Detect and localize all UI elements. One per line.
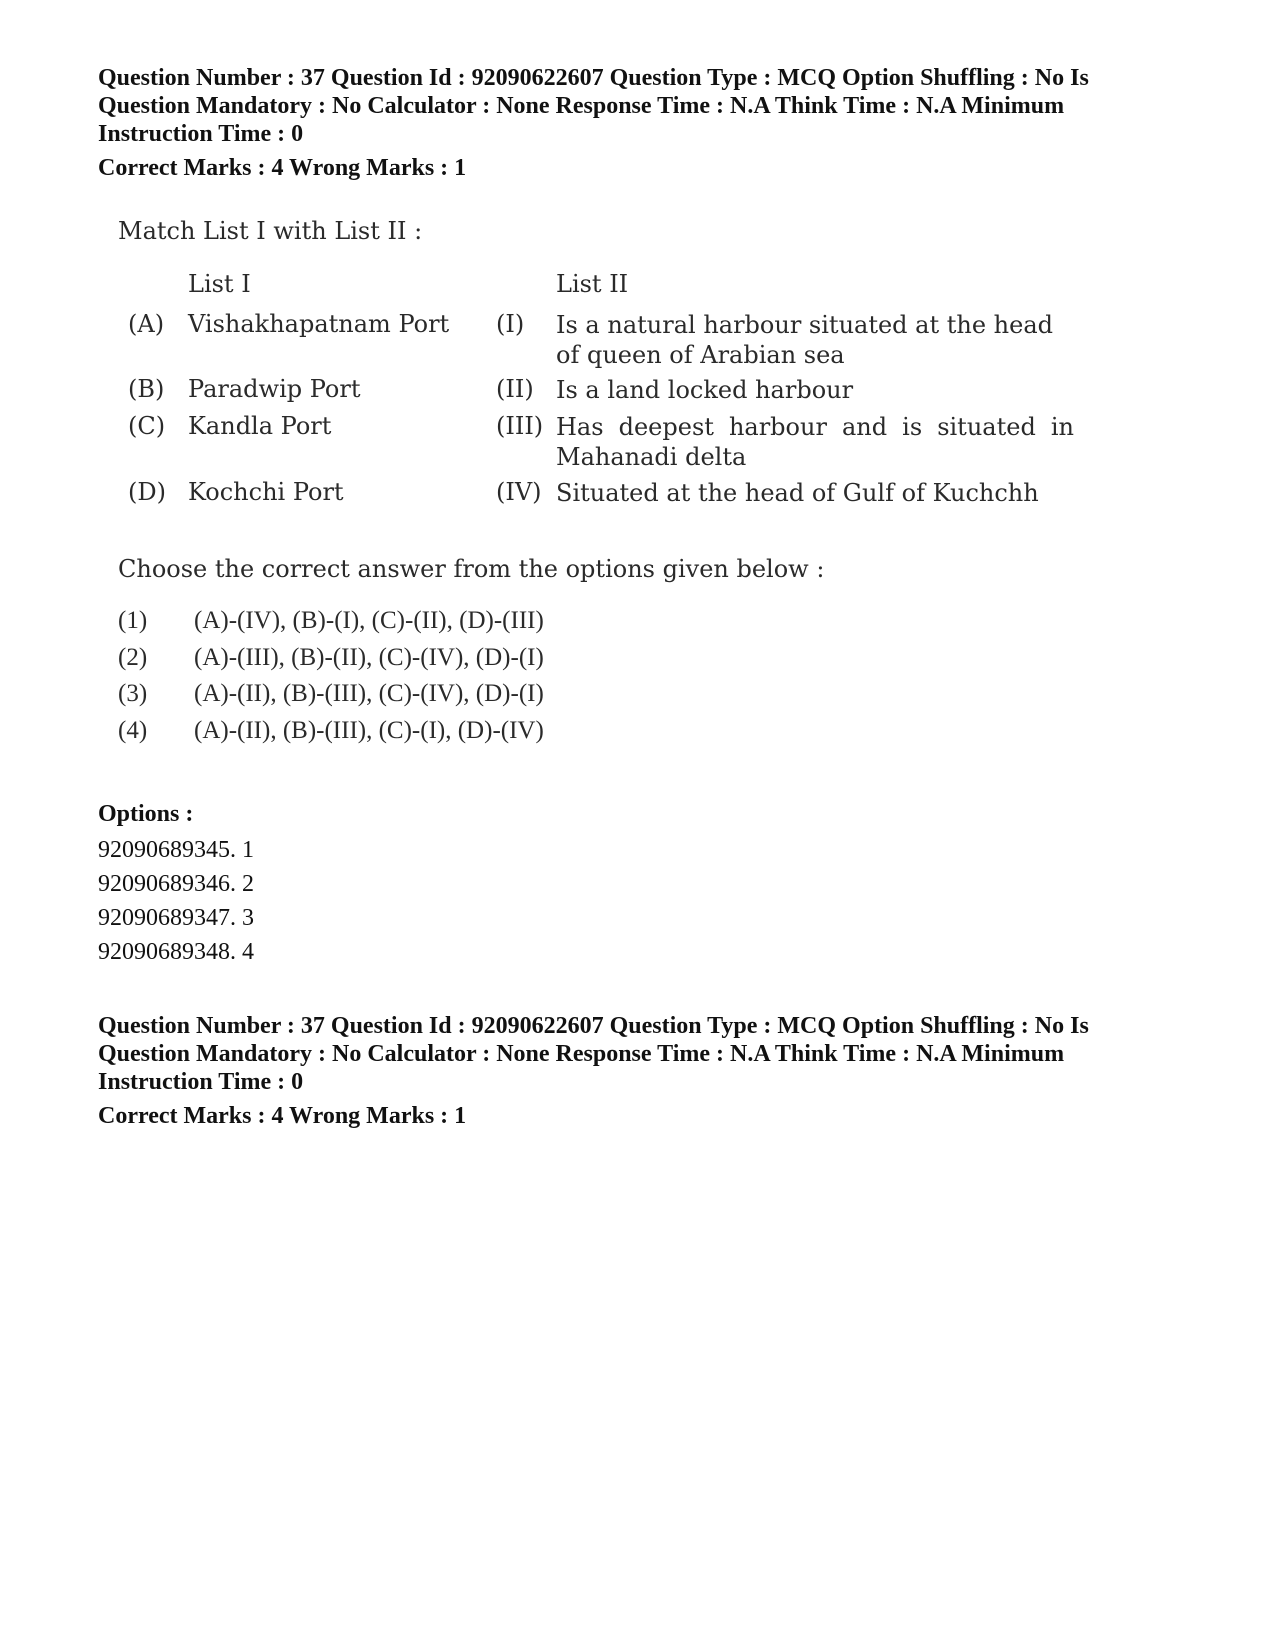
row-description: Has deepest harbour and is situated in Mahanadi delta: [556, 413, 1074, 471]
answer-number: (3): [118, 680, 148, 707]
choose-instruction: Choose the correct answer from the options given below :: [118, 555, 825, 583]
question-header-bottom: [98, 1012, 1198, 1130]
option-item: 92090689347. 3: [98, 905, 254, 931]
marks-line: Correct Marks : 4 Wrong Marks : 1: [98, 1103, 467, 1129]
header-line-1: Question Number : 37 Question Id : 92090622607 Question Type : MCQ Option Shuffling : No Is: [98, 65, 1089, 91]
row-letter: (D): [128, 478, 166, 506]
options-list: [98, 797, 254, 969]
list-2-heading: List II: [556, 270, 629, 298]
answer-number: (2): [118, 644, 148, 671]
answer-number: (4): [118, 717, 148, 744]
answer-text: (A)-(IV), (B)-(I), (C)-(II), (D)-(III): [194, 607, 544, 634]
row-port: Kandla Port: [188, 412, 332, 440]
answer-text: (A)-(II), (B)-(III), (C)-(IV), (D)-(I): [194, 680, 544, 707]
answer-number: (1): [118, 607, 148, 634]
row-description: Situated at the head of Gulf of Kuchchh: [556, 479, 1039, 507]
question-body: [118, 215, 1078, 760]
row-letter: (C): [128, 412, 166, 440]
row-roman: (II): [496, 375, 534, 403]
header-line-3: Instruction Time : 0: [98, 1069, 304, 1095]
question-prompt: Match List I with List II :: [118, 217, 423, 245]
row-roman: (I): [496, 310, 525, 338]
row-letter: (A): [128, 310, 165, 338]
row-roman: (IV): [496, 478, 542, 506]
row-description: Is a natural harbour situated at the head of queen of Arabian sea: [556, 311, 1054, 369]
header-line-3: Instruction Time : 0: [98, 121, 304, 147]
answer-text: (A)-(III), (B)-(II), (C)-(IV), (D)-(I): [194, 644, 544, 671]
question-header-top: [98, 64, 1198, 182]
list-1-heading: List I: [188, 270, 251, 298]
options-title: Options :: [98, 801, 194, 827]
row-letter: (B): [128, 375, 165, 403]
row-port: Paradwip Port: [188, 375, 361, 403]
option-item: 92090689348. 4: [98, 939, 254, 965]
marks-line: Correct Marks : 4 Wrong Marks : 1: [98, 155, 467, 181]
row-port: Kochchi Port: [188, 478, 344, 506]
row-port: Vishakhapatnam Port: [188, 310, 450, 338]
header-line-2: Question Mandatory : No Calculator : None Response Time : N.A Think Time : N.A Minimum: [98, 1041, 1065, 1067]
header-line-1: Question Number : 37 Question Id : 92090622607 Question Type : MCQ Option Shuffling : No Is: [98, 1013, 1089, 1039]
header-line-2: Question Mandatory : No Calculator : None Response Time : N.A Think Time : N.A Minimum: [98, 93, 1065, 119]
row-description: Is a land locked harbour: [556, 376, 854, 404]
row-roman: (III): [496, 412, 544, 440]
option-item: 92090689346. 2: [98, 871, 254, 897]
option-item: 92090689345. 1: [98, 837, 254, 863]
answer-text: (A)-(II), (B)-(III), (C)-(I), (D)-(IV): [194, 717, 544, 744]
